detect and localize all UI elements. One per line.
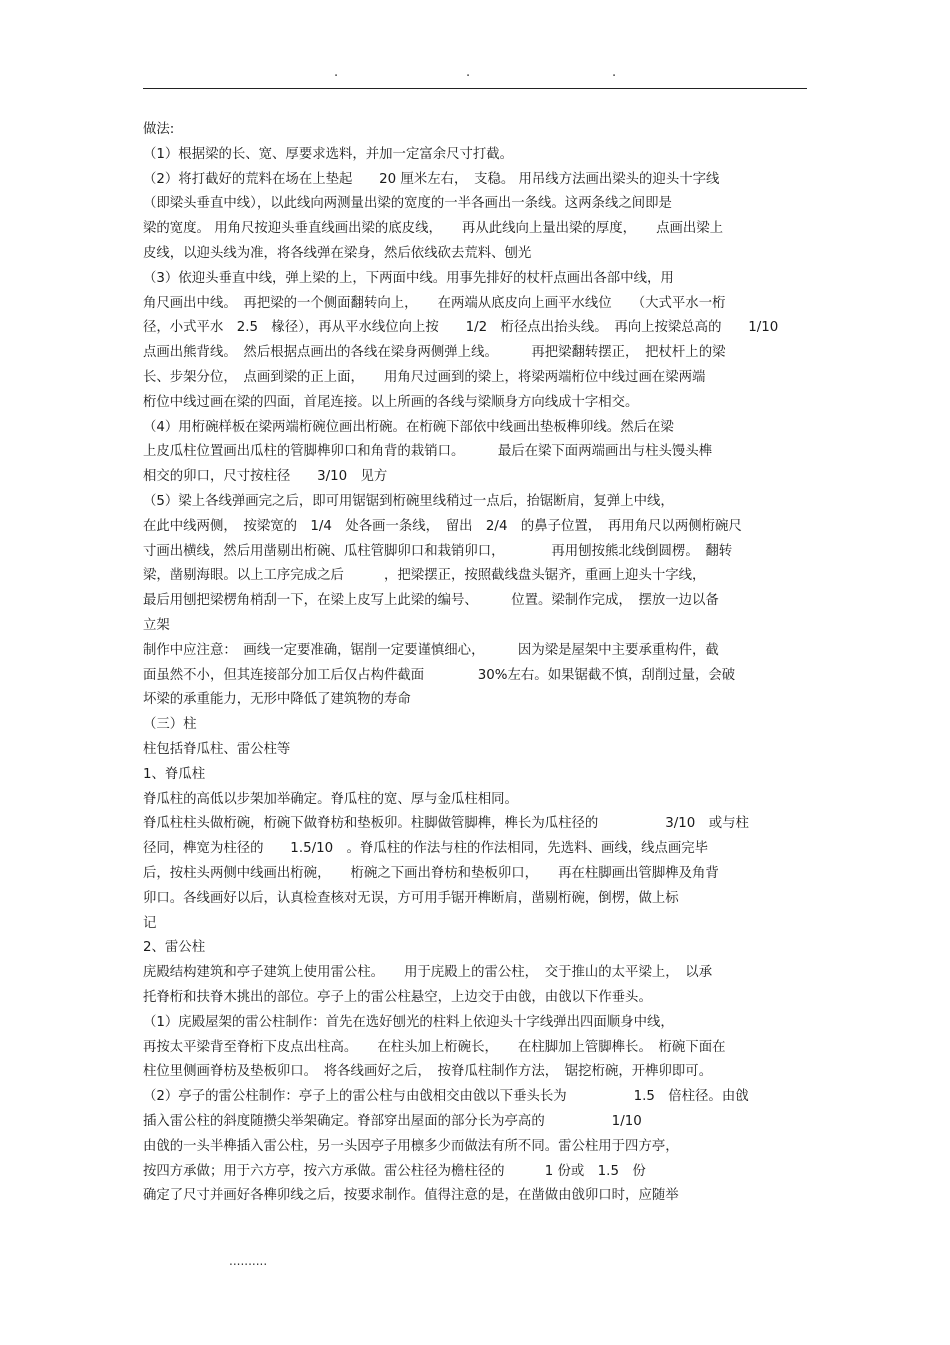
text-line: 桁位中线过画在梁的四面，首尾连接。以上所画的各线与梁顺身方向线成十字相交。 (143, 394, 639, 410)
text-line: 梁，凿剔海眼。以上工序完成之后 ，把梁摆正，按照截线盘头锯齐，重画上迎头十字线， (143, 568, 706, 584)
text-line: 柱包括脊瓜柱、雷公柱等 (143, 742, 291, 757)
text-line: 点画出熊背线。 然后根据点画出的各线在梁身两侧弹上线。 再把梁翻转摆正， 把杖杆上的梁 (143, 345, 726, 361)
text-line: 坏梁的承重能力，无形中降低了建筑物的寿命 (143, 692, 411, 708)
text-line: （2）亭子的雷公柱制作：亭子上的雷公柱与由戗相交由戗以下垂头长为 1.5 倍柱径。由戗 (143, 1089, 749, 1105)
text-line: 皮线，以迎头线为准，将各线弹在梁身，然后依线砍去荒料、刨光 (143, 246, 532, 261)
text-line: 在此中线两侧， 按梁宽的 1/4 处各画一条线， 留出 2/4 的鼻子位置， 再用角尺以两侧桁碗尺 (143, 518, 742, 534)
text-line: 2、雷公柱 (143, 940, 206, 956)
header-dot: . (466, 65, 471, 80)
text-line: 庑殿结构建筑和亭子建筑上使用雷公柱。 用于庑殿上的雷公柱， 交于推山的太平梁上， 以承 (143, 965, 713, 981)
text-line: 插入雷公柱的斜度随攒尖举架确定。脊部穿出屋面的部分长为亭高的 1/10 (143, 1114, 642, 1129)
text-line: 面虽然不小，但其连接部分加工后仅占构件截面 30%左右。如果锯截不慎，刮削过量，会破 (143, 667, 736, 683)
text-line: 记 (143, 915, 157, 931)
text-line: 制作中应注意： 画线一定要准确，锯削一定要谨慎细心， 因为梁是屋架中主要承重构件，截 (143, 642, 719, 658)
text-line: （三）柱 (143, 717, 197, 733)
text-line: 后，按柱头两侧中线画出桁碗， 桁碗之下画出脊枋和垫板卯口， 再在柱脚画出管脚榫及角背 (143, 866, 719, 881)
text-line: 托脊桁和扶脊木挑出的部位。亭子上的雷公柱悬空，上边交于由戗，由戗以下作垂头。 (143, 990, 652, 1005)
text-line: （1）庑殿屋架的雷公柱制作：首先在选好刨光的柱料上依迎头十字线弹出四面顺身中线， (143, 1014, 674, 1030)
header-dot: . (334, 65, 339, 80)
text-line: 按四方承做；用于六方亭，按六方承做。雷公柱径为檐柱径的 1 份或 1.5 份 (143, 1163, 646, 1179)
text-line: （2）将打截好的荒料在场在上垫起 20 厘米左右， 支稳。 用吊线方法画出梁头的迎头十字线 (143, 171, 720, 187)
text-line: 脊瓜柱柱头做桁碗，桁碗下做脊枋和垫板卯。柱脚做管脚榫，榫长为瓜柱径的 3/10 或与柱 (143, 816, 749, 832)
text-line: 脊瓜柱的高低以步架加举确定。脊瓜柱的宽、厚与金瓜柱相同。 (143, 791, 518, 807)
text-line: （1）根据梁的长、宽、厚要求选料，并加一定富余尺寸打截。 (143, 146, 514, 162)
text-line: 再按太平梁背至脊桁下皮点出柱高。 在柱头加上桁碗长， 在柱脚加上管脚榫长。 桁碗下面在 (143, 1039, 726, 1055)
text-line: 径同，榫宽为柱径的 1.5/10 。脊瓜柱的作法与柱的作法相同，先选料、画线，线点画完毕 (143, 841, 709, 857)
text-line: 长、步架分位， 点画到梁的正上面， 用角尺过画到的梁上，将梁两端桁位中线过画在梁两端 (143, 370, 706, 385)
text-line: 做法: (143, 122, 175, 137)
text-line: 最后用刨把梁楞角梢刮一下，在梁上皮写上此梁的编号、 位置。梁制作完成， 摆放一边以备 (143, 593, 719, 609)
text-line: （4）用桁碗样板在梁两端桁碗位画出桁碗。在桁碗下部依中线画出垫板榫卯线。然后在梁 (143, 419, 674, 435)
text-line: 径，小式平水 2.5 椽径），再从平水线位向上按 1/2 桁径点出抬头线。 再向上按梁总高的 1/10 (143, 320, 779, 336)
text-line: 1、脊瓜柱 (143, 766, 206, 782)
text-line: 上皮瓜柱位置画出瓜柱的管脚榫卯口和角背的栽销口。 最后在梁下面两端画出与柱头馒头榫 (143, 444, 713, 460)
text-line: 相交的卯口，尺寸按柱径 3/10 见方 (143, 469, 388, 485)
text-line: 卯口。各线画好以后，认真检查核对无误，方可用手锯开榫断肩，凿剔桁碗，倒楞，做上标 (143, 890, 679, 906)
text-line: 立架 (143, 618, 170, 633)
footer-dots: .......... (229, 1254, 268, 1268)
text-line: （3）依迎头垂直中线，弹上梁的上，下两面中线。用事先排好的杖杆点画出各部中线，用 (143, 270, 674, 286)
header-dot: . (612, 65, 617, 80)
text-line: 由戗的一头半榫插入雷公柱，另一头因亭子用檩多少而做法有所不同。雷公柱用于四方亭， (143, 1138, 679, 1154)
text-line: （即梁头垂直中线），以此线向两测量出梁的宽度的一半各画出一条线。这两条线之间即是 (143, 196, 672, 212)
text-line: 柱位里侧画脊枋及垫板卯口。 将各线画好之后， 按脊瓜柱制作方法， 锯挖桁碗，开榫卯即可。 (143, 1064, 713, 1080)
text-line: （5）梁上各线弹画完之后，即可用锯锯到桁碗里线稍过一点后，抬锯断肩，复弹上中线， (143, 494, 674, 509)
text-line: 梁的宽度。 用角尺按迎头垂直线画出梁的底皮线， 再从此线向上量出梁的厚度， 点画出梁上 (143, 221, 724, 237)
text-line: 确定了尺寸并画好各榫卯线之后，按要求制作。值得注意的是，在凿做由戗卯口时，应随举 (143, 1188, 679, 1204)
header-rule (143, 88, 807, 89)
text-line: 寸画出横线，然后用凿剔出桁碗、瓜柱管脚卯口和栽销卯口， 再用刨按熊北线倒圆楞。 翻转 (143, 543, 733, 559)
text-line: 角尺画出中线。 再把梁的一个侧面翻转向上， 在两端从底皮向上画平水线位 （大式平水一桁 (143, 295, 726, 311)
